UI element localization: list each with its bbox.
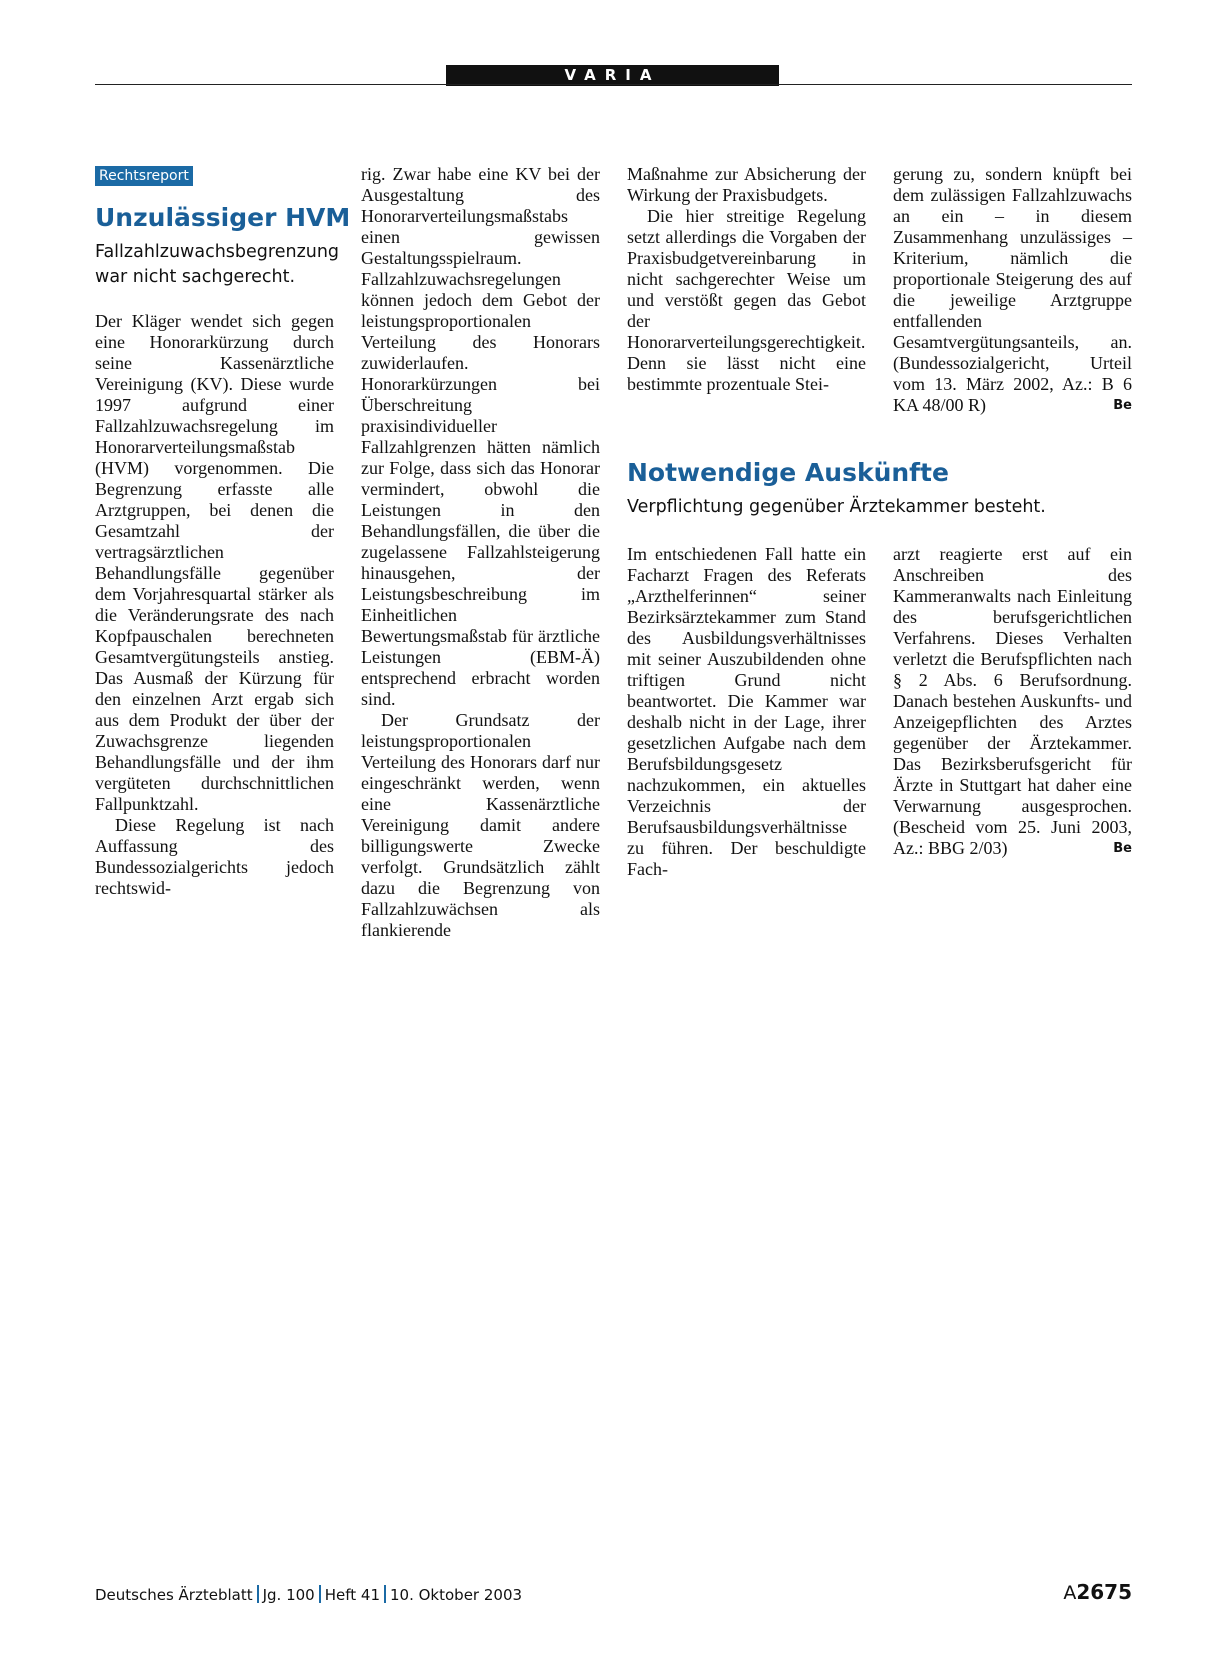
issue-date: 10. Oktober 2003 xyxy=(390,1586,523,1604)
journal-name: Deutsches Ärzteblatt xyxy=(95,1586,253,1604)
paragraph: Der Kläger wendet sich gegen eine Honorarkürzung durch seine Kassenärztliche Vereinigung (KV). Diese wurde 1997 aufgrund einer Fallzahlzuwachsregelung im Honorarverteilungsmaßstab (HVM) vorgenommen. Die Begrenzung erfasste alle Arztgruppen, bei denen die Gesamtzahl der vertragsärztlichen Behandlungsfälle gegenüber dem Vorjahresquartal stärker als die Veränderungsrate des nach Kopfpauschalen berechneten Gesamtvergütungsteils anstieg. Das Ausmaß der Kürzung für den einzelnen Arzt ergab sich aus dem Produkt der über der Zuwachsgrenze liegenden Behandlungsfälle und der ihm vergüteten durchschnittlichen Fallpunktzahl. xyxy=(95,311,334,814)
paragraph: Maßnahme zur Absicherung der Wirkung der Praxisbudgets. xyxy=(627,164,866,205)
paragraph xyxy=(893,164,1132,416)
footer-separator xyxy=(257,1585,259,1603)
footer-separator xyxy=(384,1585,386,1603)
article-1-title: Unzulässiger HVM xyxy=(95,203,351,232)
article-2-column-2 xyxy=(893,544,1132,859)
article-2-subtitle: Verpflichtung gegenüber Ärztekammer besteht. xyxy=(627,497,1046,517)
journal-issue: Heft 41 xyxy=(324,1586,380,1604)
author-signature: Be xyxy=(1113,841,1132,856)
page-number-value: 2675 xyxy=(1076,1580,1132,1604)
paragraph: Die hier streitige Regelung setzt allerdings die Vorgaben der Praxisbudgetvereinbarung in nicht sachgerechter Weise um und verstößt gegen das Gebot der Honorarverteilungsgerechtigkeit. Denn sie lässt nicht eine bestimmte prozentuale Stei- xyxy=(627,206,866,394)
paragraph xyxy=(893,544,1132,859)
author-signature: Be xyxy=(1113,398,1132,413)
paragraph: Diese Regelung ist nach Auffassung des Bundessozialgerichts jedoch rechtswid- xyxy=(95,815,334,898)
article-2-column-1 xyxy=(627,544,866,880)
page-prefix: A xyxy=(1063,1582,1077,1604)
paragraph: Der Grundsatz der leistungsproportionalen Verteilung des Honorars darf nur eingeschränkt werden, wenn eine Kassenärztliche Vereinigung damit andere billigungswerte Zwecke verfolgt. Grundsätzlich zählt dazu die Begrenzung von Fallzahlzuwächsen als flankierende xyxy=(361,710,600,940)
footer-separator xyxy=(319,1585,321,1603)
article-1-subtitle: Fallzahlzuwachsbegrenzung war nicht sachgerecht. xyxy=(95,242,340,287)
section-label: VARIA xyxy=(446,65,779,86)
paragraph: rig. Zwar habe eine KV bei der Ausgestaltung des Honorarverteilungsmaßstabs einen gewissen Gestaltungsspielraum. Fallzahlzuwachsregelungen können jedoch dem Gebot der leistungsproportionalen Verteilung des Honorars zuwiderlaufen. Honorarkürzungen bei Überschreitung praxisindividueller Fallzahlgrenzen hätten nämlich zur Folge, dass sich das Honorar vermindert, obwohl die Leistungen in den Behandlungsfällen, die über die zugelassene Fallzahlsteigerung hinausgehen, der Leistungsbeschreibung im Einheitlichen Bewertungsmaßstab für ärztliche Leistungen (EBM-Ä) entsprechend erbracht worden sind. xyxy=(361,164,600,709)
paragraph: Im entschiedenen Fall hatte ein Facharzt Fragen des Referats „Arzthelferinnen“ seiner Bezirksärztekammer zum Stand des Ausbildungsverhältnisses mit seiner Auszubildenden ohne triftigen Grund nicht beantwortet. Die Kammer war deshalb nicht in der Lage, ihrer gesetzlichen Aufgabe nach dem Berufsbildungsgesetz nachzukommen, ein aktuelles Verzeichnis der Berufsausbildungsverhältnisse zu führen. Der beschuldigte Fach- xyxy=(627,544,866,879)
article-kicker: Rechtsreport xyxy=(95,166,193,186)
footer-citation xyxy=(95,1585,522,1604)
header-rule xyxy=(95,84,1132,85)
article-1-column-2 xyxy=(361,164,600,941)
article-1-column-4 xyxy=(893,164,1132,416)
article-1-column-3 xyxy=(627,164,866,395)
paragraph-text: arzt reagierte erst auf ein Anschreiben des Kammeranwalts nach Einleitung des berufsgerichtlichen Verfahrens. Dieses Verhalten verletzt die Berufspflichten nach § 2 Abs. 6 Berufsordnung. Danach bestehen Auskunfts- und Anzeigepflichten des Arztes gegenüber der Ärztekammer. Das Bezirksberufsgericht für Ärzte in Stuttgart hat daher eine Verwarnung ausgesprochen. (Bescheid vom 25. Juni 2003, Az.: BBG 2/03) xyxy=(893,544,1132,858)
article-1-column-1 xyxy=(95,311,334,899)
page-number xyxy=(1063,1580,1132,1604)
paragraph-text: gerung zu, sondern knüpft bei dem zulässigen Fallzahlzuwachs an ein – in diesem Zusammenhang unzulässiges – Kriterium, nämlich die proportionale Steigerung des auf die jeweilige Arztgruppe entfallenden Gesamtvergütungsanteils, an. (Bundessozialgericht, Urteil vom 13. März 2002, Az.: B 6 KA 48/00 R) xyxy=(893,164,1132,415)
article-2-title: Notwendige Auskünfte xyxy=(627,458,949,487)
journal-volume: Jg. 100 xyxy=(262,1586,315,1604)
